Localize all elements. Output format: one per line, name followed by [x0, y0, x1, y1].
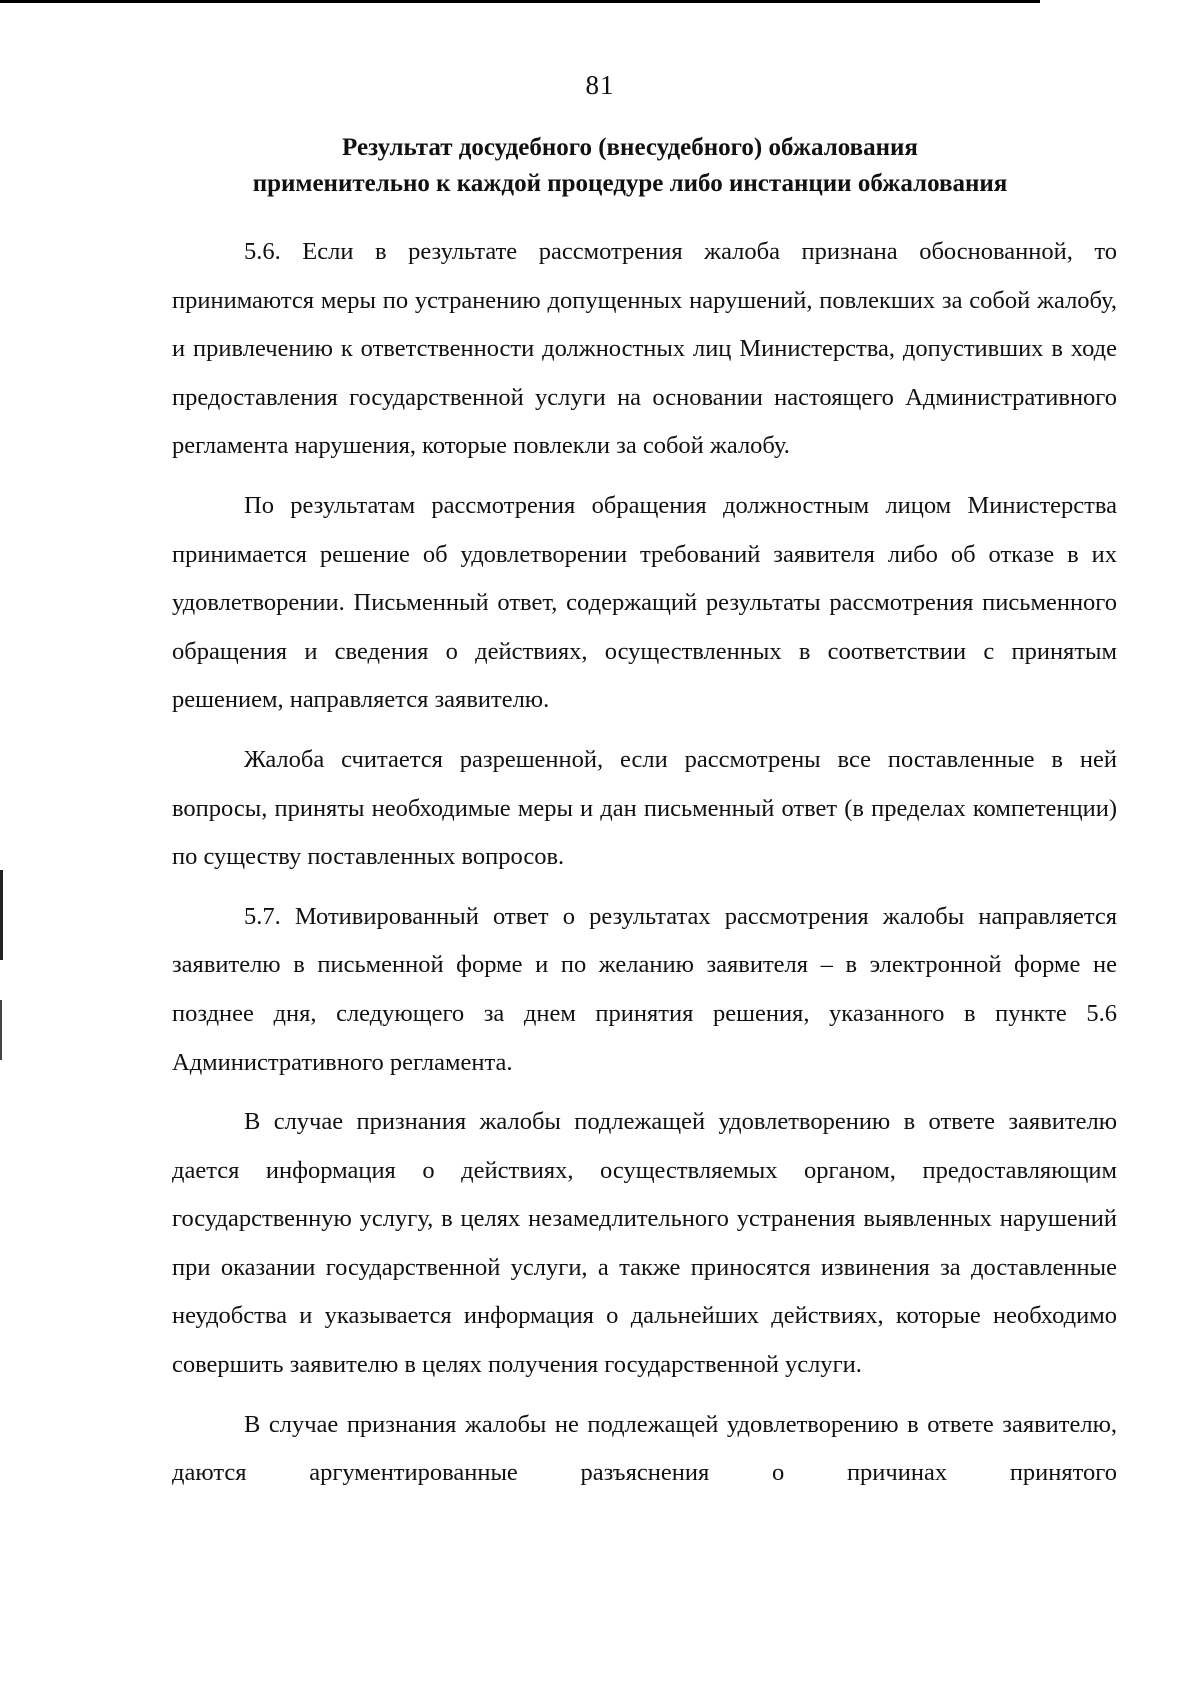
page-number: 81: [585, 70, 615, 100]
section-heading: [170, 130, 1090, 202]
scan-edge-mark: [0, 1000, 2, 1060]
body-text: [172, 228, 1117, 1509]
paragraph-5-7: 5.7. Мотивированный ответ о результатах рассмотрения жалобы направляется заявителю в письменной форме и по желанию заявителя – в электронной форме не позднее дня, следующего за днем принятия решения, указанного в пункте 5.6 Административного регламента.: [172, 902, 1117, 1076]
scan-border-top: [0, 0, 1040, 3]
section-heading-line: применительно к каждой процедуре либо инстанции обжалования: [252, 170, 1008, 197]
paragraph-5-6: 5.6. Если в результате рассмотрения жалоба признана обоснованной, то принимаются меры по устранению допущенных нарушений, повлекших за собой жалобу, и привлечению к ответственности должностных лиц Министерства, допустивших в ходе предоставления государственной услуги на основании настоящего Административного регламента нарушения, которые повлекли за собой жалобу.: [172, 238, 1117, 460]
paragraph-not-satisfied: В случае признания жалобы не подлежащей удовлетворению в ответе заявителю, даются аргументированные разъяснения о причинах принятого: [172, 1410, 1117, 1487]
paragraph-resolved: Жалоба считается разрешенной, если рассмотрены все поставленные в ней вопросы, приняты необходимые меры и дан письменный ответ (в пределах компетенции) по существу поставленных вопросов.: [172, 745, 1117, 871]
paragraph-decision: По результатам рассмотрения обращения должностным лицом Министерства принимается решение об удовлетворении требований заявителя либо об отказе в их удовлетворении. Письменный ответ, содержащий результаты рассмотрения письменного обращения и сведения о действиях, осуществленных в соответствии с принятым решением, направляется заявителю.: [172, 491, 1117, 714]
paragraph-satisfied: В случае признания жалобы подлежащей удовлетворению в ответе заявителю дается информация о действиях, осуществляемых органом, предоставляющим государственную услугу, в целях незамедлительного устранения выявленных нарушений при оказании государственной услуги, а также приносятся извинения за доставленные неудобства и указывается информация о дальнейших действиях, которые необходимо совершить заявителю в целях получения государственной услуги.: [172, 1108, 1117, 1379]
scan-edge-mark: [0, 870, 3, 960]
section-heading-line: Результат досудебного (внесудебного) обжалования: [342, 134, 918, 161]
